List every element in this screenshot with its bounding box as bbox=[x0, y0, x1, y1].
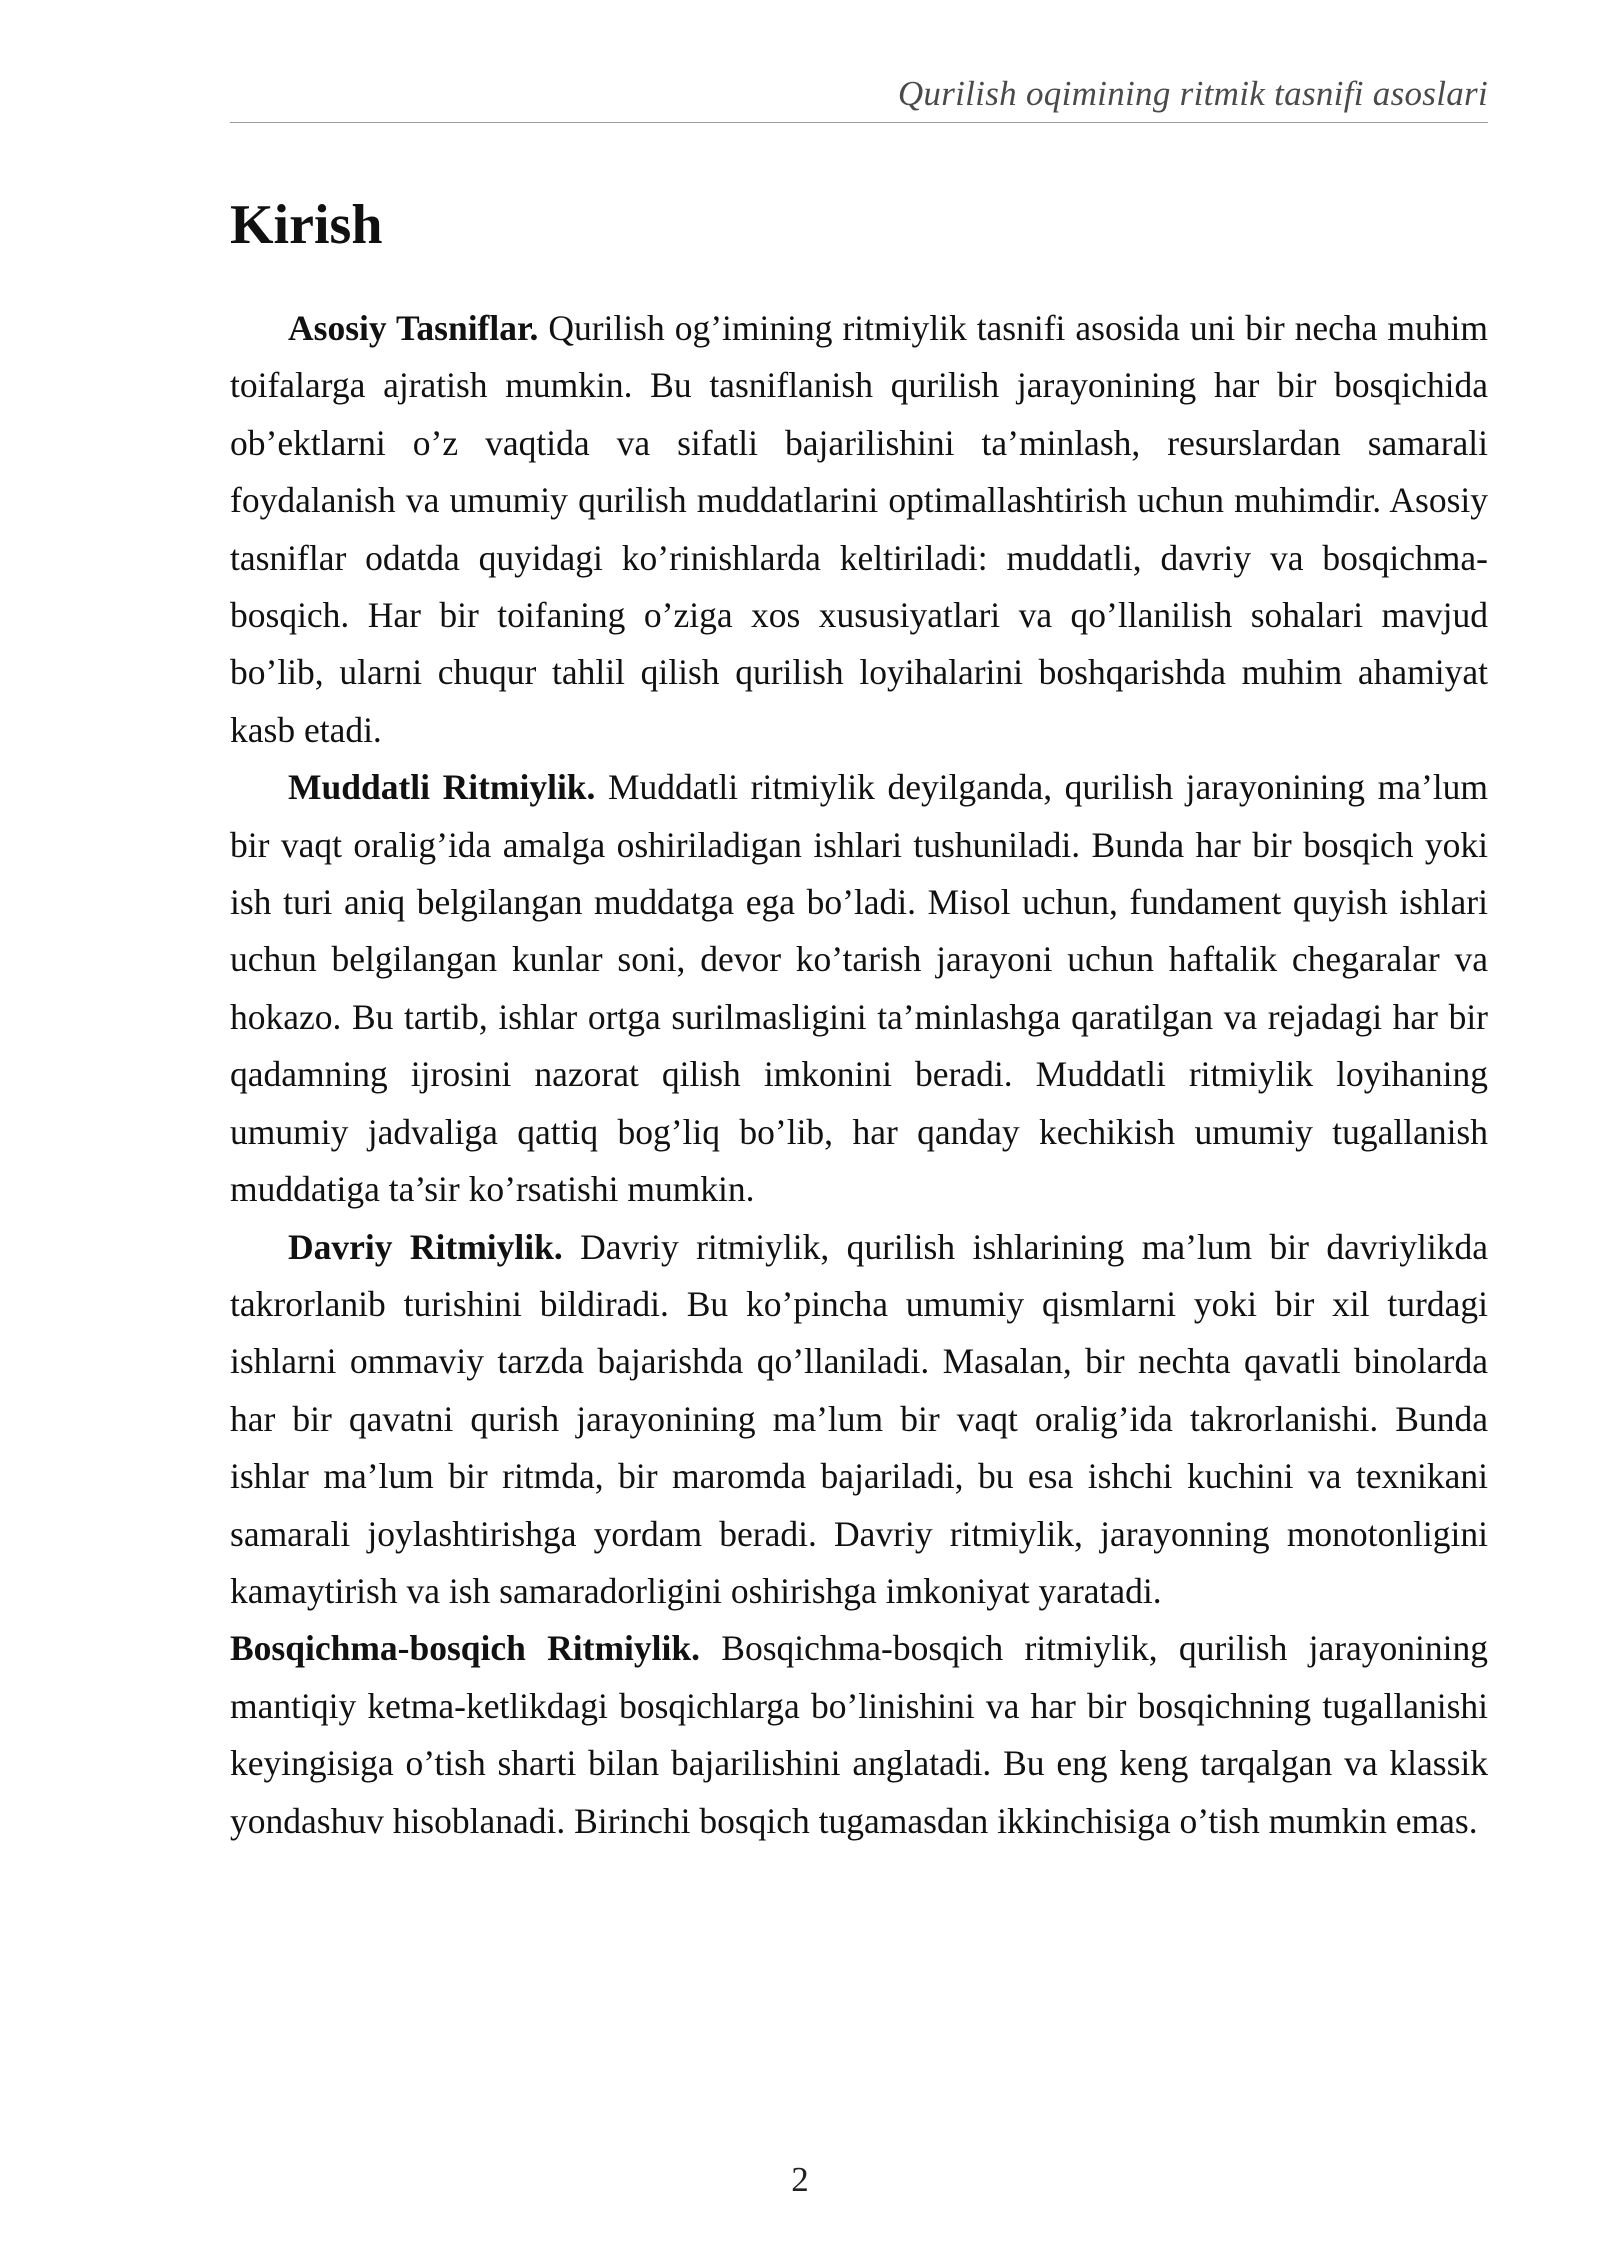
paragraph-davriy-ritmiylik bbox=[230, 1219, 1488, 1621]
paragraph-text: Qurilish og’imining ritmiylik tasnifi asosida uni bir necha muhim toifalarga ajratish mumkin. Bu tasniflanish qurilish jarayonining har bir bosqichida ob’ektlarni o’z vaqtida va sifatli bajarilishini ta’minlash, resurslardan samarali foydalanish va umumiy qurilish muddatlarini optimallashtirish uchun muhimdir. Asosiy tasniflar odatda quyidagi ko’rinishlarda keltiriladi: muddatli, davriy va bosqichma-bosqich. Har bir toifaning o’ziga xos xususiyatlari va qo’llanilish sohalari mavjud bo’lib, ularni chuqur tahlil qilish qurilish loyihalarini boshqarishda muhim ahamiyat kasb etadi. bbox=[230, 308, 1488, 750]
paragraph-text: Davriy ritmiylik, qurilish ishlarining ma’lum bir davriylikda takrorlanib turishini bildiradi. Bu ko’pincha umumiy qismlarni yoki bir xil turdagi ishlarni ommaviy tarzda bajarishda qo’llaniladi. Masalan, bir nechta qavatli binolarda har bir qavatni qurish jarayonining ma’lum bir vaqt oralig’ida takrorlanishi. Bunda ishlar ma’lum bir ritmda, bir maromda bajariladi, bu esa ishchi kuchini va texnikani samarali joylashtirishga yordam beradi. Davriy ritmiylik, jarayonning monotonligini kamaytirish va ish samaradorligini oshirishga imkoniyat yaratadi. bbox=[230, 1226, 1489, 1611]
body-text bbox=[230, 300, 1488, 1850]
section-title: Kirish bbox=[230, 194, 383, 256]
running-header-title: Qurilish oqimining ritmik tasnifi asoslari bbox=[897, 74, 1488, 113]
paragraph-bosqichma-bosqich-ritmiylik bbox=[230, 1620, 1488, 1850]
paragraph-asosiy-tasniflar bbox=[230, 300, 1488, 759]
paragraph-text: Bosqichma-bosqich ritmiylik, qurilish jarayonining mantiqiy ketma-ketlikdagi bosqichlarga bo’linishini va har bir bosqichning tugallanishi keyingisiga o’tish sharti bilan bajarilishini anglatadi. Bu eng keng tarqalgan va klassik yondashuv hisoblanadi. Birinchi bosqich tugamasdan ikkinchisiga o’tish mumkin emas. bbox=[230, 1628, 1489, 1841]
paragraph-lead: Davriy Ritmiylik. bbox=[288, 1226, 563, 1267]
paragraph-muddatli-ritmiylik bbox=[230, 759, 1488, 1218]
paragraph-lead: Asosiy Tasniflar. bbox=[288, 308, 539, 348]
running-header bbox=[230, 72, 1488, 123]
page-number: 2 bbox=[791, 2160, 809, 2199]
paragraph-text: Muddatli ritmiylik deyilganda, qurilish jarayonining ma’lum bir vaqt oralig’ida amalga oshiriladigan ishlari tushuniladi. Bunda har bir bosqich yoki ish turi aniq belgilangan muddatga ega bo’ladi. Misol uchun, fundament quyish ishlari uchun belgilangan kunlar soni, devor ko’tarish jarayoni uchun haftalik chegaralar va hokazo. Bu tartib, ishlar ortga surilmasligini ta’minlashga qaratilgan va rejadagi har bir qadamning ijrosini nazorat qilish imkonini beradi. Muddatli ritmiylik loyihaning umumiy jadvaliga qattiq bog’liq bo’lib, har qanday kechikish umumiy tugallanish muddatiga ta’sir ko’rsatishi mumkin. bbox=[230, 767, 1488, 1210]
paragraph-lead: Muddatli Ritmiylik. bbox=[288, 767, 596, 808]
paragraph-lead: Bosqichma-bosqich Ritmiylik. bbox=[230, 1628, 701, 1669]
